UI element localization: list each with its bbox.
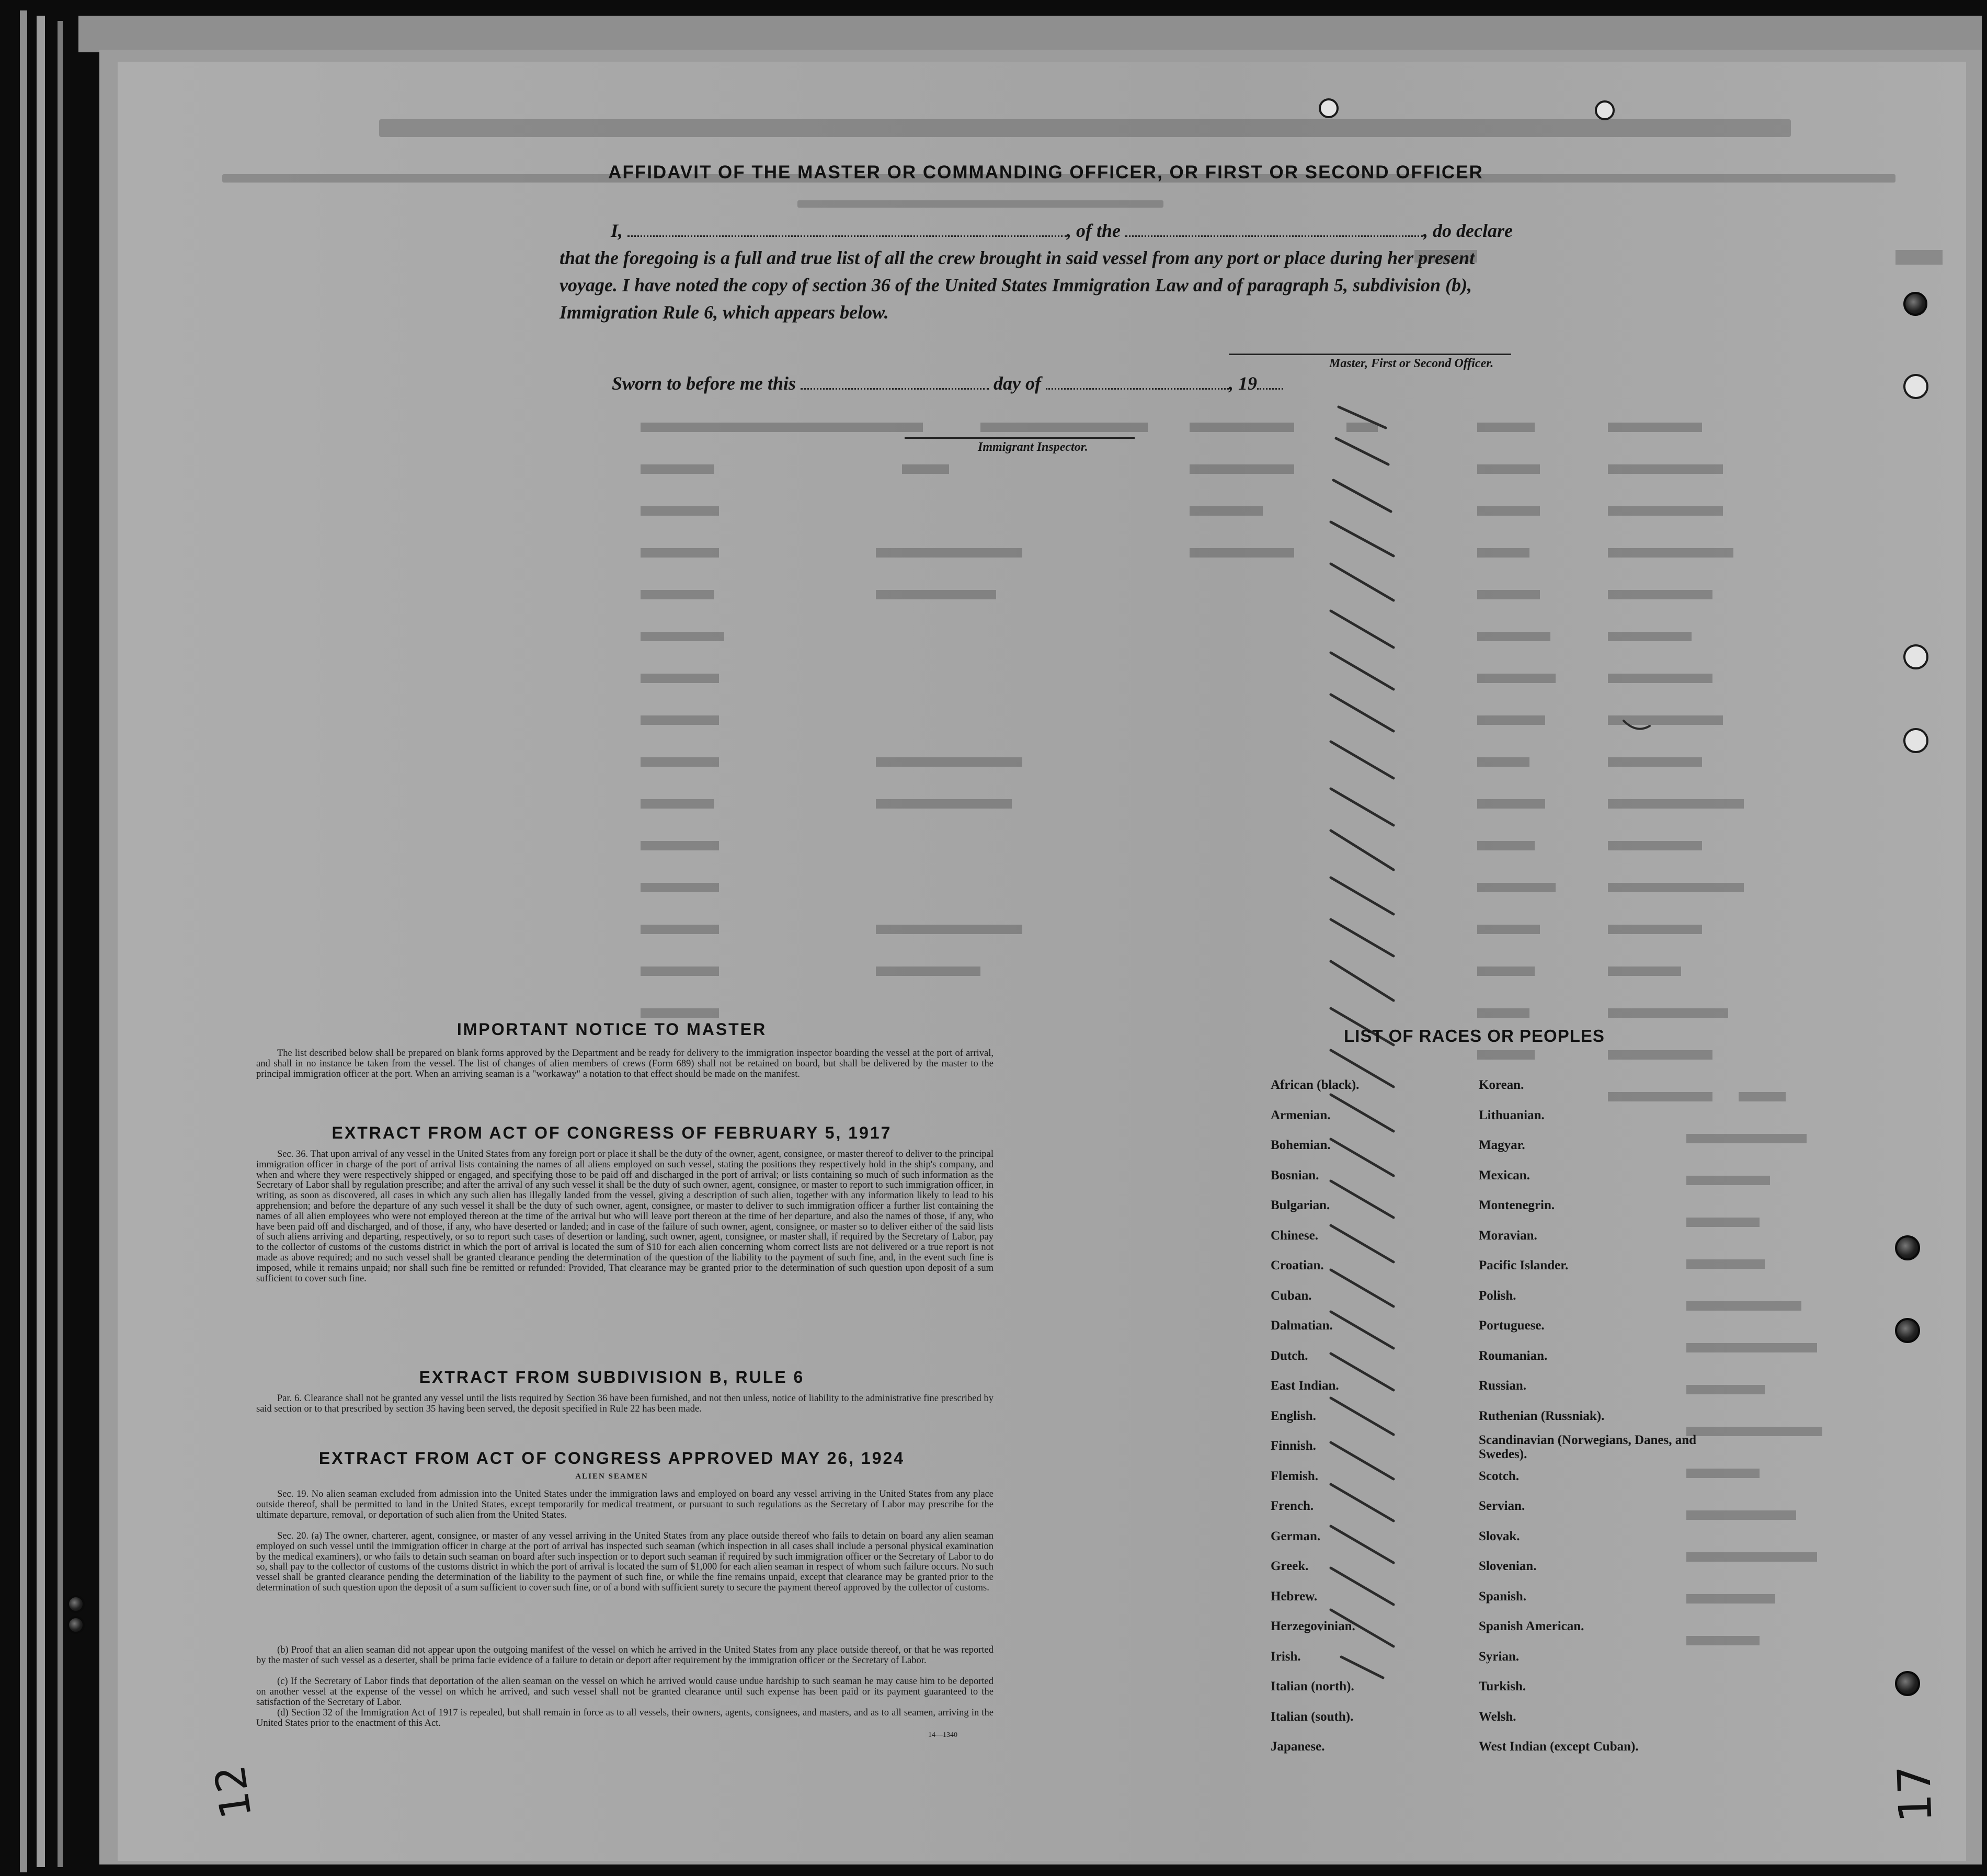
sworn-day-field[interactable] <box>801 373 989 390</box>
affidavit-title: AFFIDAVIT OF THE MASTER OR COMMANDING OFFICER, OR FIRST OR SECOND OFFICER <box>608 162 1483 183</box>
left-item: English. <box>1271 1408 1316 1423</box>
sworn-year-field[interactable] <box>1257 373 1283 390</box>
left-item: African (black). <box>1271 1078 1360 1092</box>
punch-hole-right-7 <box>1895 1671 1920 1696</box>
right-item: Moravian. <box>1479 1228 1537 1243</box>
left-item: Japanese. <box>1271 1739 1325 1754</box>
left-item: Greek. <box>1271 1559 1309 1573</box>
extract-1924-sec20b: (b) Proof that an alien seaman did not appear upon the outgoing manifest of the vessel on which he arrived in the United States from any place outside thereof, or that he was reported by the master of such vessel as a deserter, shall be prima facie evidence of a failure to detain or deport after requirement by the immigration officer or the Secretary of Labor. <box>256 1645 994 1666</box>
extract-1924-subtitle: ALIEN SEAMEN <box>575 1472 648 1481</box>
sworn-month-field[interactable] <box>1046 373 1229 390</box>
notice-text: The list described below shall be prepared on blank forms approved by the Department and be ready for delivery to the immigration inspector boarding the vessel at the port of arrival, and shall in no instance be taken from the vessel. The list of changes of alien members of crews (Form 689) shall not be retained on board, but shall be delivered by the master to the principal immigration officer at the port. When an arriving seaman is a "workaway" a notation to that effect should be made on the manifest. <box>256 1048 994 1079</box>
left-item: Italian (south). <box>1271 1709 1354 1724</box>
right-item: Ruthenian (Russniak). <box>1479 1408 1605 1423</box>
punch-hole-right-6 <box>1895 1318 1920 1343</box>
master-signature-line[interactable] <box>1229 354 1511 355</box>
left-item: Armenian. <box>1271 1108 1331 1122</box>
right-item: Lithuanian. <box>1479 1108 1545 1122</box>
right-item: Syrian. <box>1479 1649 1520 1664</box>
right-item: Pacific Islander. <box>1479 1258 1569 1272</box>
left-item: Hebrew. <box>1271 1589 1318 1604</box>
left-item: Bosnian. <box>1271 1168 1319 1183</box>
right-item: Spanish American. <box>1479 1619 1584 1633</box>
binding-edge-3 <box>58 21 63 1867</box>
vessel-name-field[interactable] <box>1125 221 1423 237</box>
punch-hole-right-4 <box>1903 728 1928 753</box>
left-item: Bohemian. <box>1271 1138 1331 1152</box>
right-item: Montenegrin. <box>1479 1198 1555 1212</box>
right-item: Welsh. <box>1479 1709 1516 1724</box>
right-item: Portuguese. <box>1479 1318 1545 1333</box>
left-item: Dutch. <box>1271 1348 1308 1363</box>
extract-1924-title: EXTRACT FROM ACT OF CONGRESS APPROVED MAY 26, 1924 <box>318 1449 905 1468</box>
affidavit-line-1 <box>611 220 1513 242</box>
right-item: Scotch. <box>1479 1469 1520 1483</box>
right-item: Servian. <box>1479 1499 1525 1513</box>
right-item: Slovak. <box>1479 1529 1520 1543</box>
binding-edge-2 <box>37 16 45 1867</box>
inspector-signature-line[interactable] <box>905 437 1135 439</box>
punch-hole-right-1 <box>1903 292 1927 316</box>
extract-rule6-text: Par. 6. Clearance shall not be granted any vessel until the lists required by Section 36 have been furnished, and not then unless, notice of liability to the administrative fine prescribed by said section or to that prescribed by section 35 having been served, the deposit specified in Rule 22 has been made. <box>256 1393 994 1414</box>
sworn-prefix: Sworn to before me this <box>612 373 796 394</box>
notice-title: IMPORTANT NOTICE TO MASTER <box>456 1020 767 1039</box>
extract-1924-sec20a: Sec. 20. (a) The owner, charterer, agent, consignee, or master of any vessel arriving in the United States from any place outside thereof who fails to detain on board any alien seaman employed on such vessel until the immigration officer in charge at the port of arrival has inspected such seaman (which inspection in all cases shall include a personal physical examination by the medical examiners), or who fails to detain such seaman on board after such inspection or to deport such seaman if required by such immigration officer or the Secretary of Labor to do so, shall pay to the collector of customs of the customs district in which the port of arrival is located the sum of $1,000 for each alien seaman in respect of whom such failure occurs. No such vessel shall be granted clearance pending the determination of the liability to the payment of such fine, or while the fine remains unpaid, except that clearance may be granted prior to the determination of such question upon the deposit of a sum sufficient to cover such fine, or of a bond with sufficient surety to secure the payment thereof approved by the collector of customs. <box>256 1531 994 1593</box>
right-item: Turkish. <box>1479 1679 1526 1693</box>
races-title: LIST OF RACES OR PEOPLES <box>1344 1026 1605 1045</box>
affidavit-do-declare-label: , do declare <box>1423 220 1513 241</box>
left-item: Finnish. <box>1271 1439 1316 1453</box>
extract-rule6-title: EXTRACT FROM SUBDIVISION B, RULE 6 <box>419 1368 805 1386</box>
form-number: 14—1340 <box>928 1731 957 1739</box>
right-item: Roumanian. <box>1479 1348 1548 1363</box>
sworn-year-label: , 19 <box>1229 373 1258 394</box>
punch-hole-right-2 <box>1903 374 1928 399</box>
races-right-column <box>1479 1070 1725 1762</box>
punch-hole-right-3 <box>1903 644 1928 669</box>
left-item: French. <box>1271 1499 1314 1513</box>
right-item: Korean. <box>1479 1078 1524 1092</box>
left-item: Dalmatian. <box>1271 1318 1333 1333</box>
affidavit-line-2: that the foregoing is a full and true list of all the crew brought in said vessel from any port or place during her present <box>559 247 1475 268</box>
races-left-column <box>1271 1070 1506 1762</box>
handwritten-number-left: 12 <box>205 1762 261 1822</box>
left-item: Irish. <box>1271 1649 1301 1664</box>
left-item: Flemish. <box>1271 1469 1318 1483</box>
punch-hole-right-5 <box>1895 1235 1920 1260</box>
affidavit-line-3: voyage. I have noted the copy of section 36 of the United States Immigration Law and of paragraph 5, subdivision (b), <box>559 275 1472 295</box>
left-item: Bulgarian. <box>1271 1198 1330 1212</box>
right-item: Russian. <box>1479 1379 1527 1393</box>
extract-1917-text: Sec. 36. That upon arrival of any vessel in the United States from any foreign port or place it shall be the duty of the owner, agent, consignee, or master thereof to deliver to the principal immigration officer in charge of the port of arrival lists containing the names of all aliens employed on such vessel, stating the positions they respectively hold in the ship's company, and when and where they were respectively shipped or engaged, and specifying those to be paid off and discharged in the port of arrival; or lists containing so much of such information as the Secretary of Labor shall by regulation prescribe; and after the arrival of any such vessel it shall be the duty of such owner, agent, consignee, or master to report to such immigration officer, in writing, as soon as discovered, all cases in which any such alien has illegally landed from the vessel, giving a description of such alien, together with any information likely to lead to his apprehension; and before the departure of any such vessel it shall be the duty of such owner, agent, consignee, or master to deliver to such immigration officer a further list containing the names of all alien employees who were not employed thereon at the time of the arrival but who will leave port thereon at the time of her departure, and also the names of those, if any, who have been paid off and discharged, and of those, if any, who have deserted or landed; and in case of the failure of such owner, agent, consignee, or master so to deliver either of the said lists of such aliens arriving and departing, respectively, or so to report such cases of desertion or landing, such owner, agent, consignee, or master shall, if required by the Secretary of Labor, pay to the collector of customs of the customs district in which the port of arrival is located the sum of $10 for each alien concerning whom correct lists are not delivered or a true report is not made as above required; and no such vessel shall be granted clearance pending the determination of the question of the liability to the payment of such fine, and, in the event such fine is imposed, while it remains unpaid; nor shall such fine be remitted or refunded: Provided, That clearance may be granted prior to the determination of such question upon deposit of a sum sufficient to cover such fine. <box>256 1149 994 1284</box>
binding-edge-1 <box>20 10 27 1872</box>
affidavit-line-4: Immigration Rule 6, which appears below. <box>559 302 889 323</box>
left-item: Cuban. <box>1271 1288 1312 1303</box>
sworn-line <box>612 372 1283 394</box>
inspector-signature-label: Immigrant Inspector. <box>978 440 1088 454</box>
extract-1924-sec19: Sec. 19. No alien seaman excluded from admission into the United States under the immigration laws and employed on board any vessel arriving in the United States from any place outside thereof, shall be permitted to land in the United States, except temporarily for medical treatment, or pursuant to such regulations as the Secretary of Labor may prescribe for the ultimate departure, removal, or deportation of such alien from the United States. <box>256 1489 994 1520</box>
extract-1924-sec20c: (c) If the Secretary of Labor finds that deportation of the alien seaman on the vessel on which he arrived would cause undue hardship to such seaman he may cause him to be deported on another vessel at the expense of the vessel on which he arrived, and such vessel shall not be granted clearance until such expense has been paid or its payment guaranteed to the satisfaction of the Secretary of Labor. <box>256 1676 994 1708</box>
left-item: East Indian. <box>1271 1379 1339 1393</box>
left-item: Herzegovinian. <box>1271 1619 1355 1633</box>
extract-1924-sec20d: (d) Section 32 of the Immigration Act of 1917 is repealed, but shall remain in force as to all vessels, their owners, agents, consignees, and masters, and as to all seamen, arriving in the United States prior to the enactment of this Act. <box>256 1708 994 1729</box>
handwritten-number-right: 17 <box>1888 1764 1943 1824</box>
right-item: Spanish. <box>1479 1589 1527 1604</box>
right-item: Polish. <box>1479 1288 1516 1303</box>
top-strip <box>78 16 1982 52</box>
right-item: Slovenian. <box>1479 1559 1537 1573</box>
affidavit-i-label: I, <box>611 220 623 241</box>
right-item: Mexican. <box>1479 1168 1530 1183</box>
affidavit-of-the-label: , of the <box>1067 220 1121 241</box>
sworn-day-of-label: day of <box>994 373 1042 394</box>
punch-hole-left-1 <box>67 1595 85 1613</box>
punch-hole-top-1 <box>1319 98 1339 118</box>
left-item: Croatian. <box>1271 1258 1324 1272</box>
punch-hole-left-2 <box>67 1616 85 1634</box>
right-item: Scandinavian (Norwegians, Danes, and Swedes). <box>1479 1433 1697 1461</box>
officer-name-field[interactable] <box>627 221 1067 237</box>
master-signature-label: Master, First or Second Officer. <box>1329 357 1494 370</box>
punch-hole-top-2 <box>1595 100 1615 120</box>
left-item: Chinese. <box>1271 1228 1318 1243</box>
right-item: West Indian (except Cuban). <box>1479 1739 1639 1754</box>
extract-1917-title: EXTRACT FROM ACT OF CONGRESS OF FEBRUARY 5, 1917 <box>332 1123 892 1142</box>
left-item: Italian (north). <box>1271 1679 1354 1693</box>
left-item: German. <box>1271 1529 1321 1543</box>
right-item: Magyar. <box>1479 1138 1525 1152</box>
